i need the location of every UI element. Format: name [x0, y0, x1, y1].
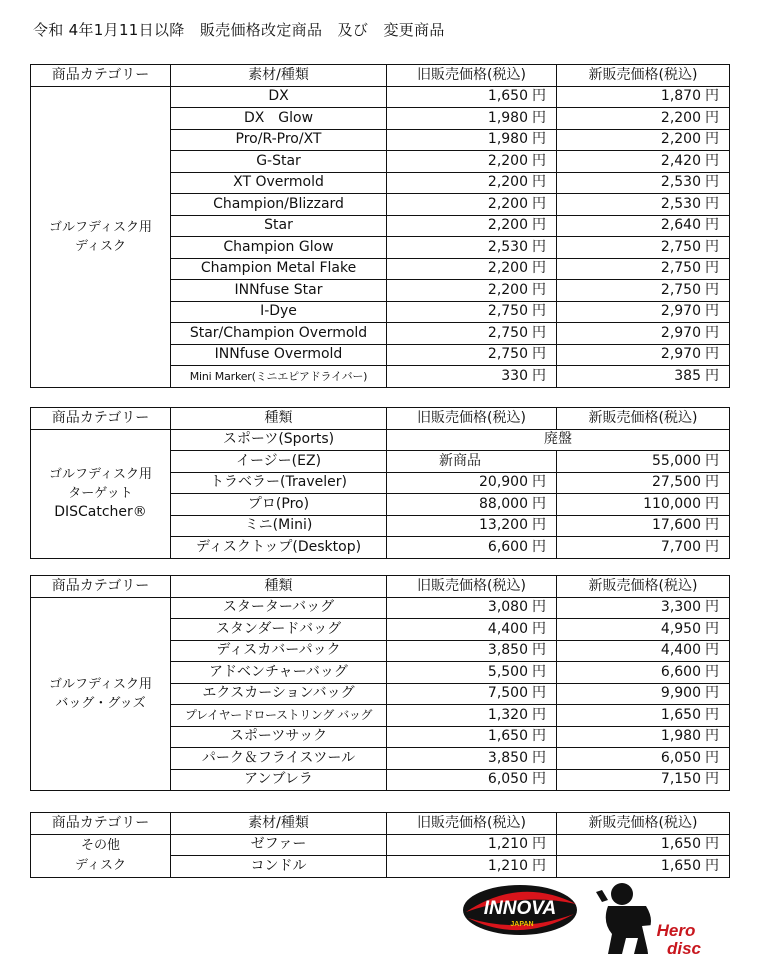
discontinued-cell: 廃盤: [387, 429, 730, 451]
item-name: トラベラー(Traveler): [171, 472, 387, 494]
category-line: ゴルフディスク用: [49, 676, 152, 692]
item-name: Star: [171, 215, 387, 237]
price-table-disc: [30, 64, 730, 388]
logos-svg: [462, 882, 752, 962]
old-price: 2,200 円: [387, 151, 557, 173]
category-cell: [31, 834, 171, 877]
price-table-target: [30, 407, 730, 559]
new-price: 6,050 円: [557, 748, 730, 770]
item-name: I-Dye: [171, 301, 387, 323]
table-row: [31, 429, 730, 451]
innova-logo: [463, 885, 577, 935]
item-name: ディスカバーパック: [171, 640, 387, 662]
item-name: XT Overmold: [171, 172, 387, 194]
category-line: ゴルフディスク用: [49, 219, 152, 235]
old-price: 1,650 円: [387, 726, 557, 748]
header-category: 商品カテゴリー: [31, 576, 171, 598]
header-old-price: 旧販売価格(税込): [387, 813, 557, 835]
old-price: 2,750 円: [387, 323, 557, 345]
item-name: コンドル: [171, 856, 387, 878]
item-name: INNfuse Star: [171, 280, 387, 302]
new-price: 2,750 円: [557, 280, 730, 302]
header-new-price: 新販売価格(税込): [557, 65, 730, 87]
item-name: イージー(EZ): [171, 451, 387, 473]
header-type: 種類: [171, 576, 387, 598]
old-price: 1,210 円: [387, 834, 557, 856]
old-price: 3,080 円: [387, 597, 557, 619]
new-price: 3,300 円: [557, 597, 730, 619]
item-name: プレイヤードローストリング バッグ: [171, 705, 387, 727]
old-price: 1,210 円: [387, 856, 557, 878]
old-price: 13,200 円: [387, 515, 557, 537]
new-price: 1,650 円: [557, 834, 730, 856]
category-cell: [31, 86, 171, 387]
new-price: 4,950 円: [557, 619, 730, 641]
old-price: 2,530 円: [387, 237, 557, 259]
new-price: 1,870 円: [557, 86, 730, 108]
header-new-price: 新販売価格(税込): [557, 576, 730, 598]
new-price: 2,200 円: [557, 108, 730, 130]
header-category: 商品カテゴリー: [31, 408, 171, 430]
table-row: [31, 834, 730, 856]
old-price: 2,200 円: [387, 215, 557, 237]
item-name: ゼファー: [171, 834, 387, 856]
hero-text: Hero: [656, 921, 696, 940]
hero-disc-logo: [596, 883, 712, 958]
item-name: スポーツサック: [171, 726, 387, 748]
new-price: 2,750 円: [557, 237, 730, 259]
old-price: 2,200 円: [387, 280, 557, 302]
category-line: その他: [80, 837, 120, 853]
new-price: 110,000 円: [557, 494, 730, 516]
innova-text: INNOVA: [483, 898, 557, 919]
old-price: 330 円: [387, 366, 557, 388]
item-name: アドベンチャーバッグ: [171, 662, 387, 684]
price-table-bags: [30, 575, 730, 791]
new-price: 2,970 円: [557, 323, 730, 345]
category-line: バッグ・グッズ: [55, 695, 146, 711]
price-table-other: [30, 812, 730, 878]
new-price: 2,530 円: [557, 172, 730, 194]
new-price: 7,700 円: [557, 537, 730, 559]
item-name: Star/Champion Overmold: [171, 323, 387, 345]
new-price: 2,420 円: [557, 151, 730, 173]
item-name: DX: [171, 86, 387, 108]
disc-text: disc: [666, 939, 702, 958]
category-cell: [31, 597, 171, 791]
new-price: 2,200 円: [557, 129, 730, 151]
innova-sub-text: JAPAN: [510, 921, 534, 928]
new-price: 7,150 円: [557, 769, 730, 791]
new-price: 17,600 円: [557, 515, 730, 537]
old-price: 2,200 円: [387, 258, 557, 280]
item-name: DX Glow: [171, 108, 387, 130]
old-price: 3,850 円: [387, 640, 557, 662]
item-name: エクスカーションバッグ: [171, 683, 387, 705]
old-price: 20,900 円: [387, 472, 557, 494]
category-line: ターゲット: [68, 486, 133, 501]
old-price: 6,050 円: [387, 769, 557, 791]
old-price: 4,400 円: [387, 619, 557, 641]
item-name: INNfuse Overmold: [171, 344, 387, 366]
item-name: G-Star: [171, 151, 387, 173]
new-price: 385 円: [557, 366, 730, 388]
new-price: 27,500 円: [557, 472, 730, 494]
category-line: DISCatcher®: [54, 504, 147, 520]
category-cell: [31, 429, 171, 558]
old-price: 7,500 円: [387, 683, 557, 705]
old-price: 6,600 円: [387, 537, 557, 559]
category-line: ディスク: [75, 238, 126, 254]
table-header-row: [31, 576, 730, 598]
old-price: 新商品: [387, 451, 557, 473]
table-row: [31, 86, 730, 108]
old-price: 2,200 円: [387, 172, 557, 194]
item-name: ミニ(Mini): [171, 515, 387, 537]
item-name: Pro/R-Pro/XT: [171, 129, 387, 151]
item-name: Champion Metal Flake: [171, 258, 387, 280]
item-name: Champion Glow: [171, 237, 387, 259]
item-name: ディスクトップ(Desktop): [171, 537, 387, 559]
item-name: スターターバッグ: [171, 597, 387, 619]
item-name: パーク＆フライスツール: [171, 748, 387, 770]
new-price: 55,000 円: [557, 451, 730, 473]
new-price: 2,750 円: [557, 258, 730, 280]
header-new-price: 新販売価格(税込): [557, 408, 730, 430]
new-price: 2,970 円: [557, 301, 730, 323]
header-material: 素材/種類: [171, 65, 387, 87]
old-price: 2,200 円: [387, 194, 557, 216]
brand-logos: [462, 882, 752, 962]
item-name: スポーツ(Sports): [171, 429, 387, 451]
header-old-price: 旧販売価格(税込): [387, 576, 557, 598]
category-line: ゴルフディスク用: [49, 467, 152, 482]
table-header-row: [31, 408, 730, 430]
header-old-price: 旧販売価格(税込): [387, 65, 557, 87]
old-price: 2,750 円: [387, 344, 557, 366]
table-row: [31, 597, 730, 619]
old-price: 1,320 円: [387, 705, 557, 727]
new-price: 2,530 円: [557, 194, 730, 216]
old-price: 1,980 円: [387, 108, 557, 130]
old-price: 1,980 円: [387, 129, 557, 151]
category-line: ディスク: [75, 857, 126, 873]
page-title: 令和 4年1月11日以降 販売価格改定商品 及び 変更商品: [33, 21, 445, 39]
item-name: スタンダードバッグ: [171, 619, 387, 641]
item-name: Mini Marker(ミニエピアドライバー): [171, 366, 387, 388]
new-price: 2,640 円: [557, 215, 730, 237]
table-header-row: [31, 65, 730, 87]
header-category: 商品カテゴリー: [31, 813, 171, 835]
new-price: 1,650 円: [557, 705, 730, 727]
old-price: 3,850 円: [387, 748, 557, 770]
header-new-price: 新販売価格(税込): [557, 813, 730, 835]
old-price: 88,000 円: [387, 494, 557, 516]
old-price: 5,500 円: [387, 662, 557, 684]
new-price: 6,600 円: [557, 662, 730, 684]
new-price: 1,650 円: [557, 856, 730, 878]
old-price: 1,650 円: [387, 86, 557, 108]
header-material: 素材/種類: [171, 813, 387, 835]
header-old-price: 旧販売価格(税込): [387, 408, 557, 430]
item-name: アンブレラ: [171, 769, 387, 791]
new-price: 9,900 円: [557, 683, 730, 705]
item-name: Champion/Blizzard: [171, 194, 387, 216]
new-price: 4,400 円: [557, 640, 730, 662]
header-type: 種類: [171, 408, 387, 430]
item-name: プロ(Pro): [171, 494, 387, 516]
new-price: 1,980 円: [557, 726, 730, 748]
table-header-row: [31, 813, 730, 835]
header-category: 商品カテゴリー: [31, 65, 171, 87]
old-price: 2,750 円: [387, 301, 557, 323]
new-price: 2,970 円: [557, 344, 730, 366]
